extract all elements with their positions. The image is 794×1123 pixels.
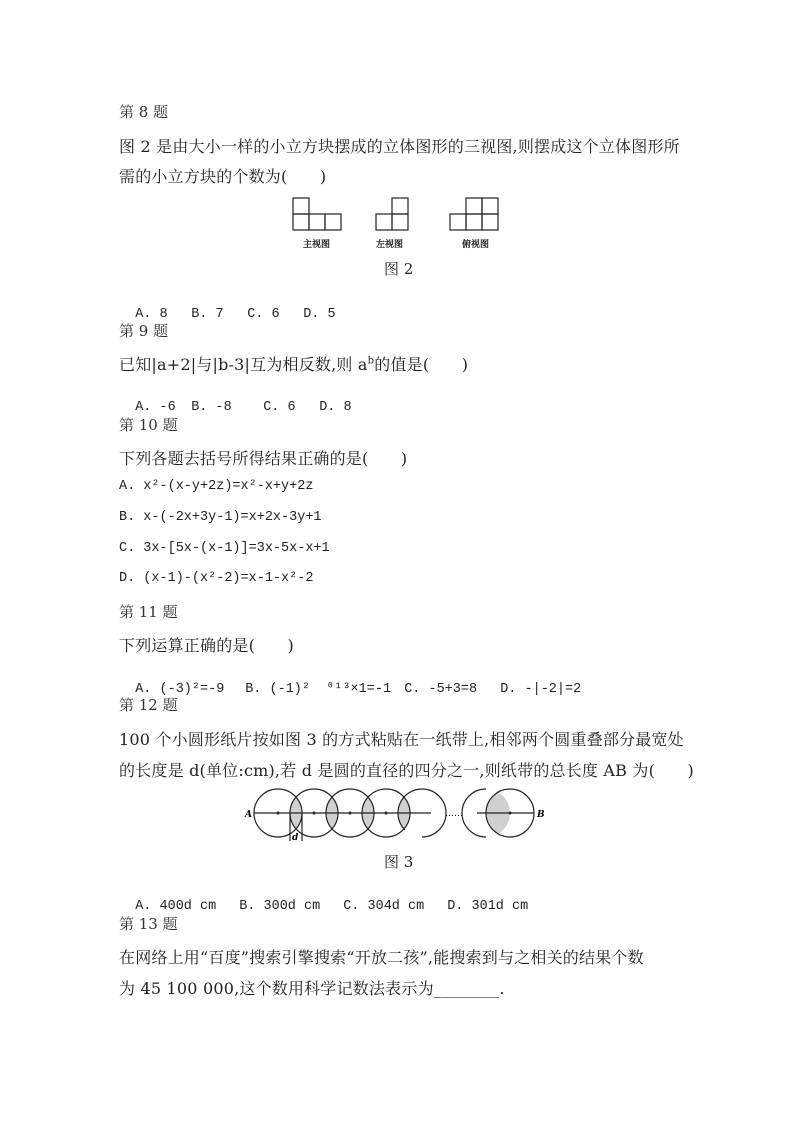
point-a-label: A [245,810,252,820]
q12-stem-line1: 100 个小圆形纸片按如图 3 的方式粘贴在一纸带上,相邻两个圆重叠部分最宽处 [119,730,684,749]
q12-stem-line2: 的长度是 d(单位:cm),若 d 是圆的直径的四分之一,则纸带的总长度 AB 为( ) [119,761,694,780]
option-b: B. -8 [191,400,232,415]
option-c: C. -5+3=8 [404,682,478,697]
left-view-cube [392,214,408,230]
q10-heading: 第 10 题 [119,416,178,434]
left-view-cube [376,214,392,230]
option-d: D. 301d cm [447,899,529,914]
q8-heading: 第 8 题 [119,103,169,121]
q10-option-c: C. 3x-[5x-(x-1)]=3x-5x-x+1 [119,541,330,556]
option-d: D. 8 [319,400,352,415]
top-view-cube [466,198,482,214]
top-view-cube [450,214,466,230]
option-d: D. -|-2|=2 [500,682,582,697]
q10-stem: 下列各题去括号所得结果正确的是( ) [119,449,408,468]
front-view-cube [293,198,309,214]
q10-option-a: A. x²-(x-y+2z)=x²-x+y+2z [119,479,314,494]
front-view-label: 主视图 [303,240,331,250]
q9-options [119,385,352,415]
q11-stem: 下列运算正确的是( ) [119,636,294,655]
q13-stem-line1: 在网络上用“百度”搜索引擎搜索“开放二孩”,能搜索到与之相关的结果个数 [119,948,644,967]
option-b: B. (-1)² ⁰¹³×1=-1 [245,682,392,697]
top-view-cube [482,214,498,230]
top-view-label: 俯视图 [462,240,490,250]
option-b: B. 7 [191,307,224,322]
left-view-label: 左视图 [376,240,404,250]
option-a: A. (-3)²=-9 [135,682,225,697]
top-view-cube [466,214,482,230]
q8-options [119,292,336,322]
circles-strip-figure [245,786,550,842]
front-view-cube [325,214,341,230]
q12-options [119,884,528,914]
d-label: d [292,833,299,843]
q11-heading: 第 11 题 [119,603,178,621]
q8-stem-line1: 图 2 是由大小一样的小立方块摆成的立体图形的三视图,则摆成这个立体图形所 [119,137,680,156]
q11-options [119,665,581,697]
figure-2-caption: 图 2 [384,260,414,278]
q10-option-b: B. x-(-2x+3y-1)=x+2x-3y+1 [119,510,322,525]
option-a: A. 400d cm [135,899,217,914]
front-view-cube [309,214,325,230]
option-d: D. 5 [303,307,336,322]
option-a: A. -6 [135,400,176,415]
figure-3-caption: 图 3 [384,853,414,871]
option-b: B. 300d cm [239,899,321,914]
q13-stem-line2: 为 45 100 000,这个数用科学记数法表示为________. [119,979,505,998]
top-view-cube [482,198,498,214]
option-c: C. 304d cm [343,899,425,914]
ellipsis: …… [445,809,463,819]
front-view-cube [293,214,309,230]
q8-stem-line2: 需的小立方块的个数为( ) [119,167,327,186]
q13-heading: 第 13 题 [119,915,178,933]
left-view-cube [392,198,408,214]
option-c: C. 6 [247,307,280,322]
point-b-label: B [537,810,545,820]
option-a: A. 8 [135,307,168,322]
q9-stem: 已知|a+2|与|b-3|互为相反数,则 $a^b$的值是( ) [119,355,469,374]
q10-option-d: D. (x-1)-(x²-2)=x-1-x²-2 [119,571,314,586]
option-c: C. 6 [263,400,296,415]
q9-heading: 第 9 题 [119,322,169,340]
q12-heading: 第 12 题 [119,696,178,714]
